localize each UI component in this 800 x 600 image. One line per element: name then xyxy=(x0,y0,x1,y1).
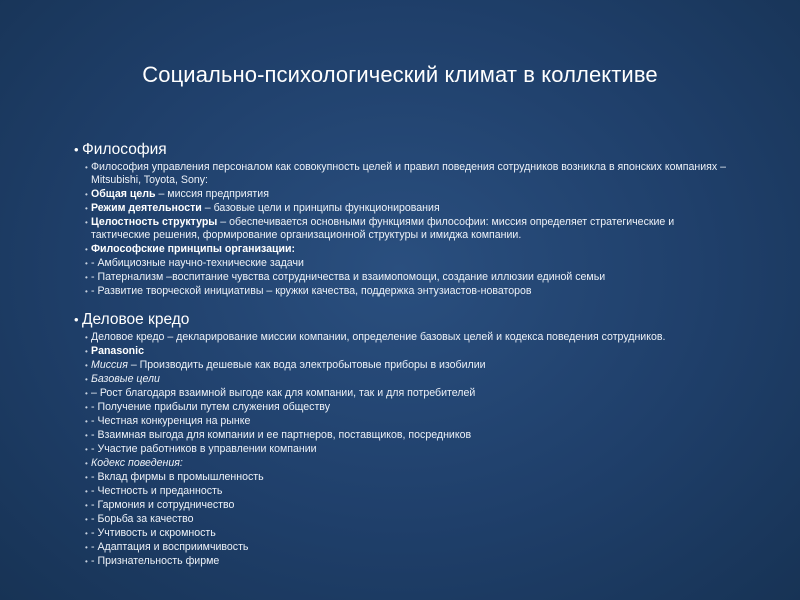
item-text: - Честность и преданность xyxy=(91,485,223,497)
item-text: – миссия предприятия xyxy=(155,188,269,200)
section-business-credo xyxy=(74,310,734,568)
list-item xyxy=(74,471,734,484)
list-item xyxy=(74,257,734,270)
item-text: - Взаимная выгода для компании и ее партнеров, поставщиков, посредников xyxy=(91,429,472,441)
item-text: - Вклад фирмы в промышленность xyxy=(91,471,264,483)
list-item xyxy=(74,415,734,428)
item-text: - Участие работников в управлении компании xyxy=(91,443,317,455)
list-item xyxy=(74,513,734,526)
item-text: Философия управления персоналом как совокупность целей и правил поведения сотрудников возникла в японских компаниях – Mitsubishi, Toyota, Sony: xyxy=(91,161,727,186)
list-item xyxy=(74,345,734,358)
item-text: – Рост благодаря взаимной выгоде как для компании, так и для потребителей xyxy=(91,387,476,399)
list-item xyxy=(74,401,734,414)
item-text: - Учтивость и скромность xyxy=(91,527,216,539)
slide-content xyxy=(74,140,734,569)
item-text: – обеспечивается основными функциями философии: миссия определяет стратегические и тактические решения, формирование организационной структуры и имиджа компании. xyxy=(91,216,675,241)
bold-lead: Panasonic xyxy=(91,345,144,357)
italic-lead: Миссия xyxy=(91,359,128,371)
bold-lead: Режим деятельности xyxy=(91,202,202,214)
item-text: – базовые цели и принципы функционирования xyxy=(201,202,440,214)
item-text: - Честная конкуренция на рынке xyxy=(91,415,251,427)
section-heading: • Деловое кредо xyxy=(74,310,734,329)
list-item xyxy=(74,485,734,498)
list-item xyxy=(74,541,734,554)
list-item xyxy=(74,527,734,540)
bullet-list xyxy=(74,331,734,568)
list-item xyxy=(74,555,734,568)
bold-lead: Философские принципы организации: xyxy=(91,243,296,255)
list-item xyxy=(74,285,734,298)
item-text: - Гармония и сотрудничество xyxy=(91,499,235,511)
list-item xyxy=(74,499,734,512)
item-text: - Получение прибыли путем служения обществу xyxy=(91,401,331,413)
item-text: Деловое кредо – декларирование миссии компании, определение базовых целей и кодекса поведения сотрудников. xyxy=(91,331,666,343)
item-text: – Производить дешевые как вода электробытовые приборы в изобилии xyxy=(127,359,486,371)
list-item xyxy=(74,243,734,256)
section-philosophy xyxy=(74,140,734,298)
bullet-list xyxy=(74,161,734,298)
item-text: - Борьба за качество xyxy=(91,513,194,525)
list-item xyxy=(74,443,734,456)
bold-lead: Целостность структуры xyxy=(91,216,218,228)
list-item xyxy=(74,216,734,242)
list-item xyxy=(74,373,734,386)
slide-title: Социально-психологический климат в коллективе xyxy=(142,62,658,87)
item-text: - Развитие творческой инициативы – кружки качества, поддержка энтузиастов-новаторов xyxy=(91,285,532,297)
list-item xyxy=(74,161,734,187)
bold-lead: Общая цель xyxy=(91,188,156,200)
italic-lead: Базовые цели xyxy=(91,373,160,385)
list-item xyxy=(74,188,734,201)
item-text: - Адаптация и восприимчивость xyxy=(91,541,249,553)
list-item xyxy=(74,387,734,400)
list-item xyxy=(74,359,734,372)
italic-lead: Кодекс поведения: xyxy=(91,457,183,469)
list-item xyxy=(74,457,734,470)
item-text: - Амбициозные научно-технические задачи xyxy=(91,257,304,269)
list-item xyxy=(74,429,734,442)
list-item xyxy=(74,331,734,344)
list-item xyxy=(74,202,734,215)
item-text: - Патернализм –воспитание чувства сотрудничества и взаимопомощи, создание иллюзии единой семьи xyxy=(91,271,606,283)
list-item xyxy=(74,271,734,284)
item-text: - Признательность фирме xyxy=(91,555,220,567)
section-heading: • Философия xyxy=(74,140,734,159)
